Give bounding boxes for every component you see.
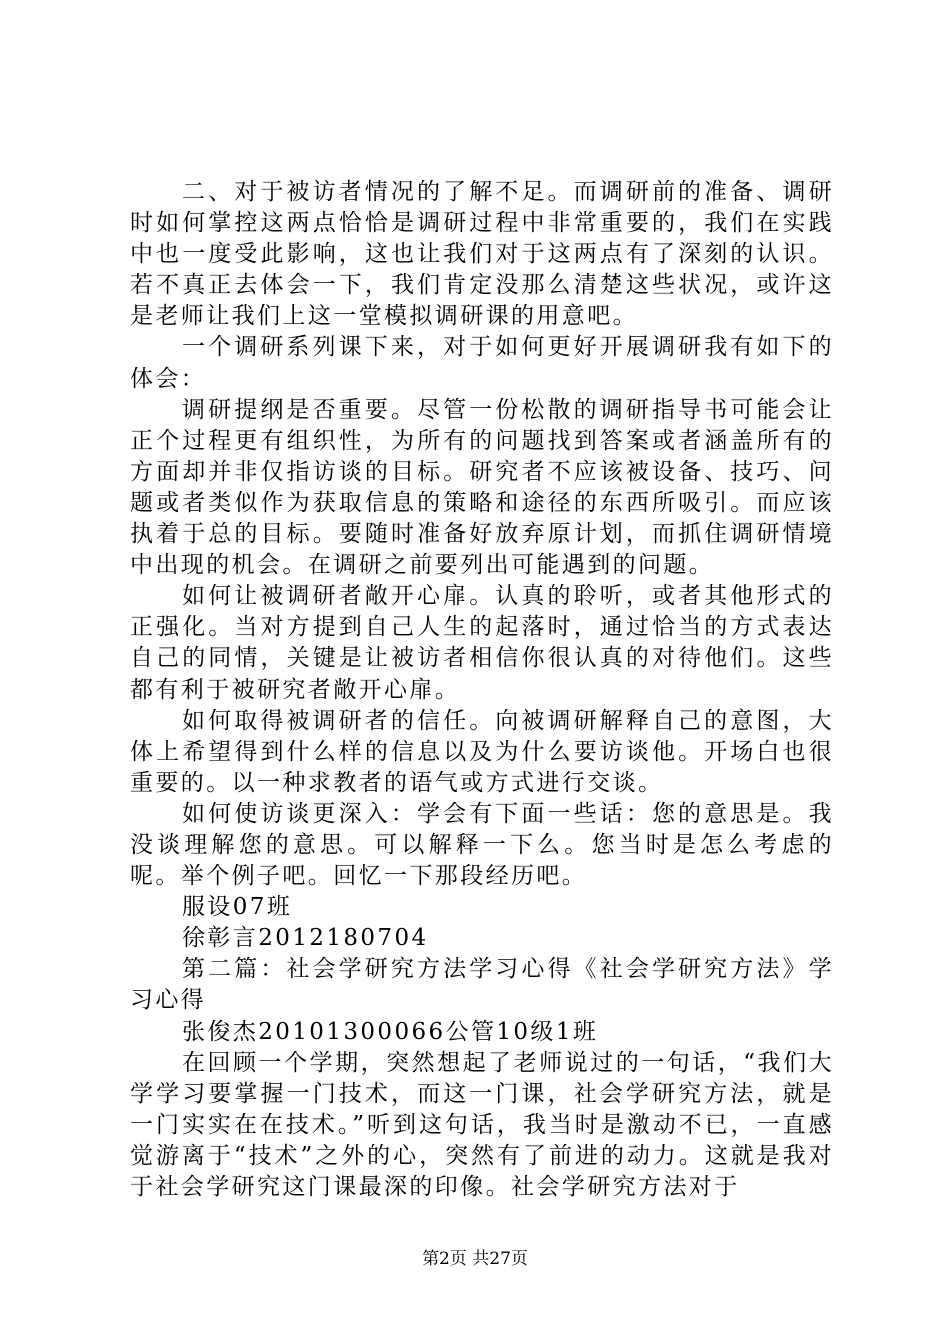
- document-body: [130, 177, 834, 1203]
- paragraph-gain-trust: 如何取得被调研者的信任。向被调研解释自己的意图，大体上希望得到什么样的信息以及为什么要访谈他。开场白也很重要的。以一种求教者的语气或方式进行交谈。: [130, 707, 834, 796]
- section-title-line: 第二篇：社会学研究方法学习心得《社会学研究方法》学习心得: [130, 956, 834, 1014]
- page-number-footer: 第2页 共27页: [422, 1249, 528, 1269]
- author-name-line: 徐彰言2012180704: [182, 925, 429, 952]
- paragraph-interviewee-understanding: 二、对于被访者情况的了解不足。而调研前的准备、调研时如何掌控这两点恰恰是调研过程中非常重要的，我们在实践中也一度受此影响，这也让我们对于这两点有了深刻的认识。若不真正去体会一下，我们肯定没那么清楚这些状况，或许这是老师让我们上这一堂模拟调研课的用意吧。: [130, 179, 834, 330]
- paragraph-review-semester: 在回顾一个学期，突然想起了老师说过的一句话，“我们大学学习要掌握一门技术，而这一门课，社会学研究方法，就是一门实实在在技术。”听到这句话，我当时是激动不已，一直感觉游离于“技术”之外的心，突然有了前进的动力。这就是我对于社会学研究这门课最深的印像。社会学研究方法对于: [130, 1049, 834, 1200]
- paragraph-course-reflection: 一个调研系列课下来，对于如何更好开展调研我有如下的体会：: [130, 334, 834, 392]
- author-class-line: 服设07班: [182, 894, 293, 921]
- second-author-line: 张俊杰20101300066公管10级1班: [182, 1018, 599, 1045]
- paragraph-deeper-interview: 如何使访谈更深入：学会有下面一些话：您的意思是。我没谈理解您的意思。可以解释一下么。您当时是怎么考虑的呢。举个例子吧。回忆一下那段经历吧。: [130, 800, 834, 890]
- paragraph-open-up: 如何让被调研者敞开心扉。认真的聆听，或者其他形式的正强化。当对方提到自己人生的起落时，通过恰当的方式表达自己的同情，关键是让被访者相信你很认真的对待他们。这些都有利于被研究者敞开心扉。: [130, 583, 834, 703]
- paragraph-outline-importance: 调研提纲是否重要。尽管一份松散的调研指导书可能会让正个过程更有组织性，为所有的问题找到答案或者涵盖所有的方面却并非仅指访谈的目标。研究者不应该被设备、技巧、问题或者类似作为获取信息的策略和途径的东西所吸引。而应该执着于总的目标。要随时准备好放弃原计划，而抓住调研情境中出现的机会。在调研之前要列出可能遇到的问题。: [130, 396, 834, 579]
